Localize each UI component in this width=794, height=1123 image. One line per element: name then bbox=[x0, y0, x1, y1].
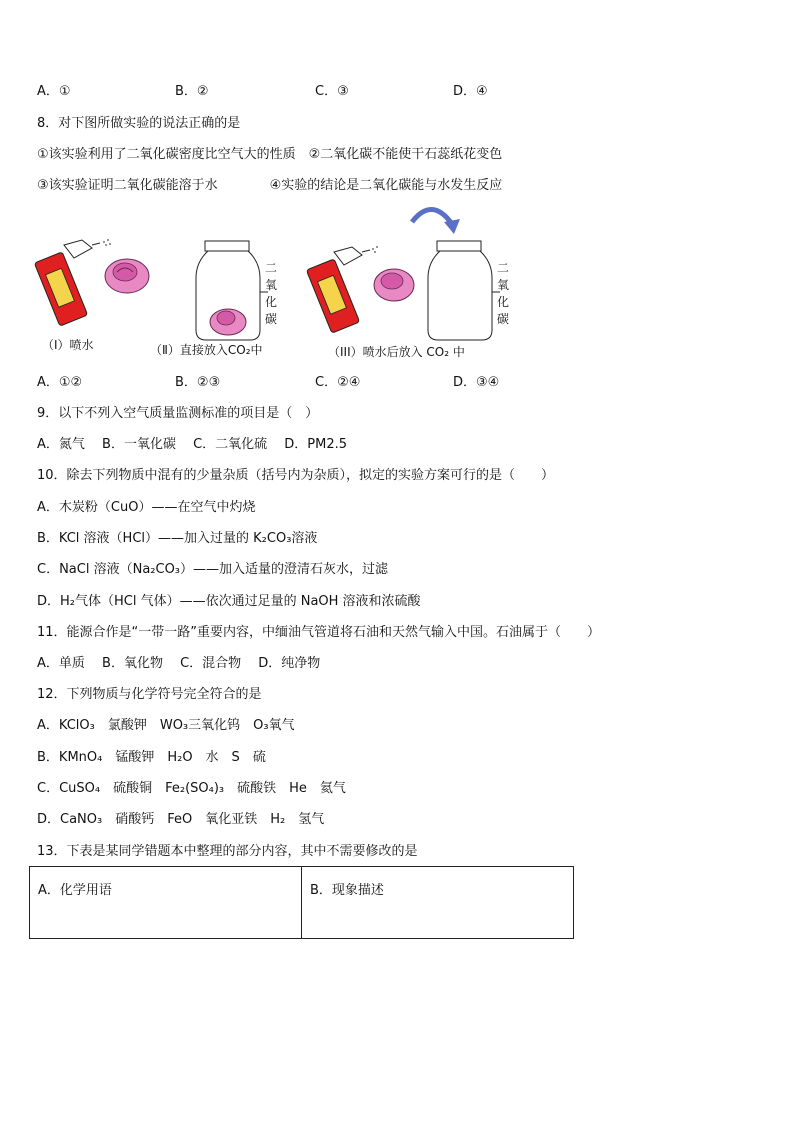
q13-table bbox=[29, 866, 574, 939]
figure-label-2: （Ⅱ）直接放入CO₂中 bbox=[150, 343, 263, 357]
q13-cell-b: B．现象描述 bbox=[302, 867, 574, 939]
q8-option-c: C．②④ bbox=[315, 375, 361, 390]
q13-cell-a: A．化学用语 bbox=[30, 867, 302, 939]
q8-option-d: D．③④ bbox=[453, 375, 500, 390]
jar-3-co2-label bbox=[496, 260, 510, 328]
flower-1-icon bbox=[105, 259, 149, 293]
q8-statements-2: ③该实验证明二氧化碳能溶于水 ④实验的结论是二氧化碳能与水发生反应 bbox=[37, 178, 503, 193]
jar-3-char: 二 bbox=[496, 261, 509, 275]
jar-3-char: 氧 bbox=[496, 278, 509, 292]
q10-option-b: B．KCl 溶液（HCl）——加入过量的 K₂CO₃溶液 bbox=[37, 531, 318, 546]
q13-stem: 13．下表是某同学错题本中整理的部分内容，其中不需要修改的是 bbox=[37, 844, 418, 859]
jar-3-char: 碳 bbox=[496, 312, 509, 326]
figure-label-3: （III）喷水后放入 CO₂ 中 bbox=[328, 345, 465, 359]
spray-bottle-2-icon bbox=[306, 246, 378, 333]
q11-options: A．单质 B．氧化物 C．混合物 D．纯净物 bbox=[37, 656, 321, 671]
q7-option-c: C．③ bbox=[315, 84, 349, 99]
q10-option-d: D．H₂气体（HCl 气体）——依次通过足量的 NaOH 溶液和浓硫酸 bbox=[37, 594, 421, 609]
curved-arrow-icon bbox=[412, 209, 460, 234]
q9-options: A．氮气 B．一氧化碳 C．二氧化硫 D．PM2.5 bbox=[37, 437, 348, 452]
q12-option-d: D．CaNO₃ 硝酸钙 FeO 氧化亚铁 H₂ 氢气 bbox=[37, 812, 325, 827]
q10-option-a: A．木炭粉（CuO）——在空气中灼烧 bbox=[37, 500, 256, 515]
q12-option-c: C．CuSO₄ 硫酸铜 Fe₂(SO₄)₃ 硫酸铁 He 氦气 bbox=[37, 781, 346, 796]
q8-stem: 8．对下图所做实验的说法正确的是 bbox=[37, 116, 241, 131]
q10-stem: 10．除去下列物质中混有的少量杂质（括号内为杂质），拟定的实验方案可行的是（ ） bbox=[37, 468, 555, 483]
q7-option-b: B．② bbox=[175, 84, 209, 99]
jar-2-char: 氧 bbox=[264, 278, 277, 292]
flower-2-icon bbox=[374, 269, 414, 301]
q8-option-b: B．②③ bbox=[175, 375, 221, 390]
jar-2-char: 化 bbox=[264, 295, 277, 309]
jar-3-icon bbox=[428, 241, 500, 340]
q8-experiment-figure bbox=[0, 0, 794, 380]
q9-stem: 9．以下不列入空气质量监测标准的项目是（ ） bbox=[37, 406, 319, 421]
q12-option-a: A．KClO₃ 氯酸钾 WO₃三氧化钨 O₃氧气 bbox=[37, 718, 295, 733]
q12-option-b: B．KMnO₄ 锰酸钾 H₂O 水 S 硫 bbox=[37, 750, 266, 765]
q8-statements-1: ①该实验利用了二氧化碳密度比空气大的性质 ②二氧化碳不能使干石蕊纸花变色 bbox=[37, 147, 503, 162]
q7-option-a: A．① bbox=[37, 84, 71, 99]
jar-2-icon bbox=[196, 241, 268, 340]
spray-bottle-1-icon bbox=[34, 239, 111, 326]
table-row bbox=[30, 867, 574, 939]
jar-2-char: 碳 bbox=[264, 312, 277, 326]
q11-stem: 11．能源合作是“一带一路”重要内容，中缅油气管道将石油和天然气输入中国。石油属于（ ） bbox=[37, 625, 601, 640]
jar-2-co2-label bbox=[264, 260, 278, 328]
q12-stem: 12．下列物质与化学符号完全符合的是 bbox=[37, 687, 262, 702]
figure-label-1: （I）喷水 bbox=[42, 338, 94, 352]
q10-option-c: C．NaCl 溶液（Na₂CO₃）——加入适量的澄清石灰水，过滤 bbox=[37, 562, 389, 577]
q8-option-a: A．①② bbox=[37, 375, 83, 390]
jar-3-char: 化 bbox=[496, 295, 509, 309]
q7-option-d: D．④ bbox=[453, 84, 488, 99]
jar-2-char: 二 bbox=[264, 261, 277, 275]
